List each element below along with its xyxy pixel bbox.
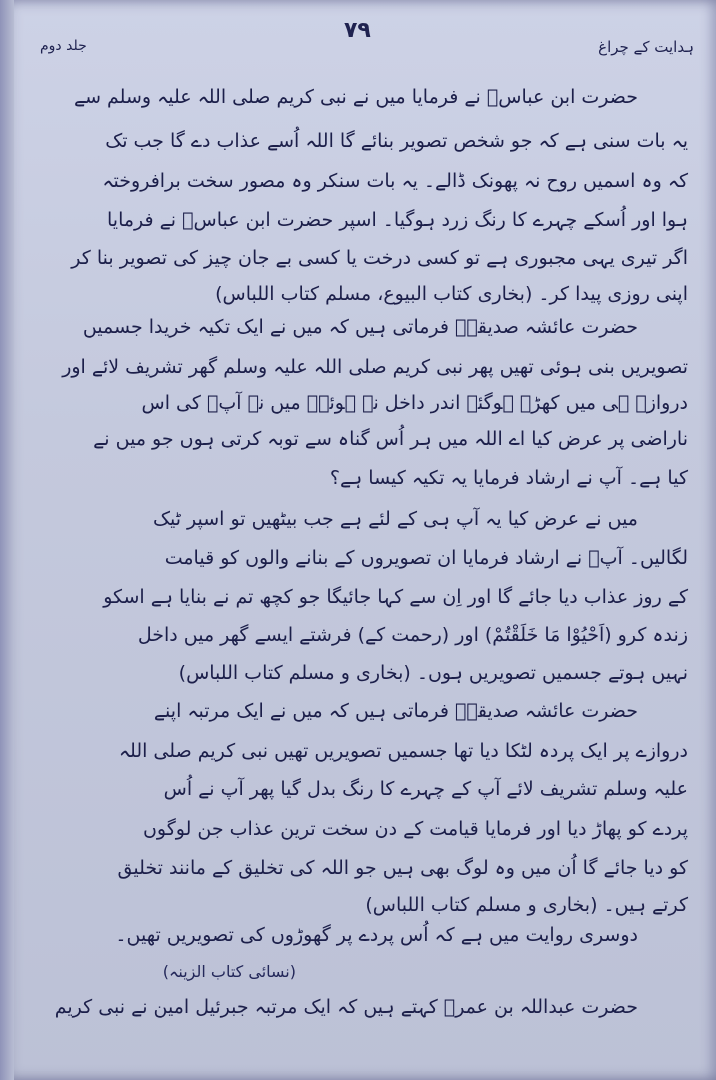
text-line: کیا ہے۔ آپ نے ارشاد فرمایا یہ تکیہ کیسا ہے؟ xyxy=(329,467,688,489)
text-line: میں نے عرض کیا یہ آپ ہی کے لئے ہے جب بیٹھیں تو اسپر ٹیک xyxy=(152,508,638,530)
text-line: کو دیا جائے گا اُن میں وہ لوگ بھی ہیں جو اللہ کی تخلیق کے مانند تخلیق xyxy=(117,857,688,879)
text-line: زندہ کرو (اَحْیُوْا مَا خَلَقْتُمْ) اور (رحمت کے) فرشتے ایسے گھر میں داخل xyxy=(137,624,688,646)
text-line: دروازے پر ایک پردہ لٹکا دیا تھا جسمیں تصویریں تھیں نبی کریم صلی اللہ xyxy=(118,740,688,762)
text-line: حضرت عائشہ صدیقہؓ فرماتی ہیں کہ میں نے ایک تکیہ خریدا جسمیں xyxy=(82,316,638,338)
reference-citation: (نسائی کتاب الزینہ) xyxy=(162,962,296,981)
text-line: کہ وہ اسمیں روح نہ پھونک ڈالے۔ یہ بات سنکر وہ مصور سخت برافروختہ xyxy=(102,170,688,192)
text-line: کے روز عذاب دیا جائے گا اور اِن سے کہا جائیگا جو کچھ تم نے بنایا ہے اسکو xyxy=(103,586,688,608)
text-line: دوسری روایت میں ہے کہ اُس پردے پر گھوڑوں کی تصویریں تھیں۔ xyxy=(115,924,638,946)
book-title: ہدایت کے چراغ xyxy=(598,38,694,56)
text-line: حضرت ابن عباسؓ نے فرمایا میں نے نبی کریم صلی اللہ علیہ وسلم سے xyxy=(73,86,638,108)
text-line: ہوا اور اُسکے چہرے کا رنگ زرد ہوگیا۔ اسپر حضرت ابن عباسؓ نے فرمایا xyxy=(107,209,688,231)
text-line: پردے کو پھاڑ دیا اور فرمایا قیامت کے دن سخت ترین عذاب جن لوگوں xyxy=(142,818,688,840)
text-line: علیہ وسلم تشریف لائے آپ کے چہرے کا رنگ بدل گیا پھر آپ نے اُس xyxy=(163,778,688,800)
text-line: ناراضی پر عرض کیا اے اللہ میں ہر اُس گناہ سے توبہ کرتی ہوں جو میں نے xyxy=(93,428,688,450)
text-line: اپنی روزی پیدا کر۔ (بخاری کتاب البیوع، مسلم کتاب اللباس) xyxy=(215,283,688,305)
text-line: یہ بات سنی ہے کہ جو شخص تصویر بنائے گا اللہ اُسے عذاب دے گا جب تک xyxy=(105,130,688,152)
text-line: نہیں ہوتے جسمیں تصویریں ہوں۔ (بخاری و مسلم کتاب اللباس) xyxy=(178,662,688,684)
volume-label: جلد دوم xyxy=(40,38,87,54)
text-line: کرتے ہیں۔ (بخاری و مسلم کتاب اللباس) xyxy=(365,894,688,916)
text-line: حضرت عائشہ صدیقہؓ فرماتی ہیں کہ میں نے ایک مرتبہ اپنے xyxy=(153,700,638,722)
text-line: تصویریں بنی ہوئی تھیں پھر نبی کریم صلی اللہ علیہ وسلم گھر تشریف لائے اور xyxy=(62,356,688,378)
text-line: حضرت عبداللہ بن عمرؓ کہتے ہیں کہ ایک مرتبہ جبرئیل امین نے نبی کریم xyxy=(54,996,638,1018)
text-line: دروازے ہی میں کھڑے ہوگئے اندر داخل نہ ہوئے۔ میں نے آپؐ کی اس xyxy=(141,392,688,414)
text-line: لگالیں۔ آپؐ نے ارشاد فرمایا ان تصویروں کے بنانے والوں کو قیامت xyxy=(164,547,688,569)
page-number: ۷۹ xyxy=(344,18,371,43)
text-line: اگر تیری یہی مجبوری ہے تو کسی درخت یا کسی بے جان چیز کی تصویر بنا کر xyxy=(71,247,688,269)
